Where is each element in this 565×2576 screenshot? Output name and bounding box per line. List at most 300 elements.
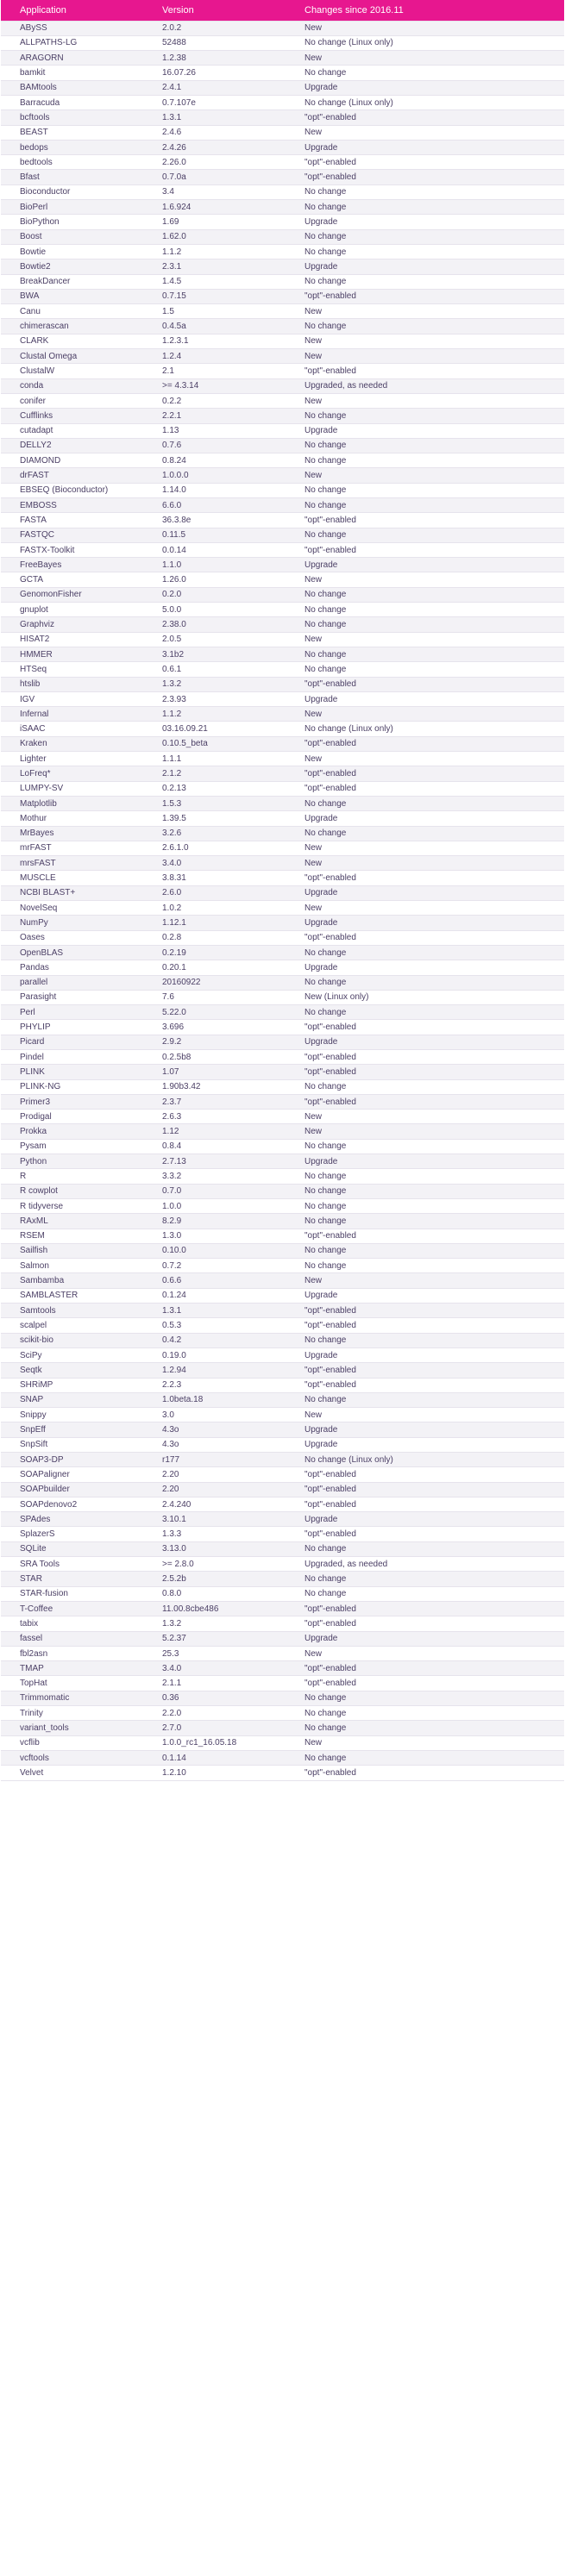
changes-cell: New — [286, 304, 564, 319]
version-cell: 1.1.2 — [143, 244, 286, 259]
changes-cell: No change — [286, 975, 564, 990]
application-cell: NumPy — [1, 916, 143, 930]
application-cell: SOAPaligner — [1, 1467, 143, 1482]
application-cell: vcftools — [1, 1750, 143, 1765]
application-cell: conda — [1, 378, 143, 393]
changes-cell: No change — [286, 603, 564, 617]
version-cell: 0.1.24 — [143, 1288, 286, 1303]
version-cell: 2.1 — [143, 364, 286, 378]
changes-cell: No change — [286, 66, 564, 80]
application-cell: FASTQC — [1, 528, 143, 542]
application-cell: Matplotlib — [1, 796, 143, 810]
application-cell: TopHat — [1, 1676, 143, 1691]
changes-cell: No change — [286, 1392, 564, 1407]
application-cell: Bfast — [1, 170, 143, 184]
application-cell: SOAPbuilder — [1, 1482, 143, 1497]
version-cell: 2.26.0 — [143, 155, 286, 170]
version-cell: 3.1b2 — [143, 647, 286, 661]
table-row — [1, 1646, 564, 1660]
table-row — [1, 1273, 564, 1288]
version-cell: 8.2.9 — [143, 1214, 286, 1229]
table-row — [1, 393, 564, 408]
table-row — [1, 1586, 564, 1601]
application-cell: Lighter — [1, 752, 143, 766]
application-cell: PLINK-NG — [1, 1079, 143, 1094]
application-cell: Mothur — [1, 811, 143, 826]
changes-cell: No change — [286, 1214, 564, 1229]
version-cell: 2.6.0 — [143, 885, 286, 900]
changes-cell: No change — [286, 274, 564, 289]
version-cell: 1.1.0 — [143, 558, 286, 572]
table-row — [1, 483, 564, 497]
changes-cell: No change — [286, 483, 564, 497]
version-cell: 0.8.4 — [143, 1139, 286, 1154]
version-cell: 0.7.2 — [143, 1259, 286, 1273]
table-row — [1, 1676, 564, 1691]
version-cell: 1.3.2 — [143, 1616, 286, 1631]
applications-table — [1, 0, 564, 1781]
table-row — [1, 110, 564, 125]
application-cell: Barracuda — [1, 95, 143, 109]
application-cell: bedops — [1, 140, 143, 154]
changes-cell: New — [286, 1273, 564, 1288]
changes-cell: New — [286, 841, 564, 855]
table-row — [1, 513, 564, 528]
application-cell: SplazerS — [1, 1527, 143, 1541]
changes-cell: New — [286, 334, 564, 348]
table-row — [1, 707, 564, 722]
changes-cell: No change — [286, 1259, 564, 1273]
table-row — [1, 1214, 564, 1229]
table-row — [1, 826, 564, 841]
application-cell: BioPython — [1, 215, 143, 229]
version-cell: 1.5 — [143, 304, 286, 319]
table-row — [1, 542, 564, 557]
version-cell: 3.10.1 — [143, 1512, 286, 1527]
changes-cell: No change — [286, 1079, 564, 1094]
changes-cell: "opt"-enabled — [286, 1497, 564, 1511]
application-cell: Picard — [1, 1035, 143, 1049]
changes-cell: Upgrade — [286, 140, 564, 154]
table-row — [1, 901, 564, 916]
application-cell: Seqtk — [1, 1363, 143, 1378]
changes-cell: No change — [286, 453, 564, 468]
application-cell: STAR — [1, 1572, 143, 1586]
version-cell: 0.2.0 — [143, 587, 286, 602]
changes-cell: Upgrade — [286, 558, 564, 572]
table-row — [1, 66, 564, 80]
version-cell: 1.14.0 — [143, 483, 286, 497]
application-cell: FASTX-Toolkit — [1, 542, 143, 557]
table-row — [1, 1079, 564, 1094]
version-cell: 1.26.0 — [143, 572, 286, 587]
table-row — [1, 438, 564, 453]
changes-cell: "opt"-enabled — [286, 736, 564, 751]
application-cell: Trinity — [1, 1706, 143, 1721]
version-cell: 1.4.5 — [143, 274, 286, 289]
changes-cell: New — [286, 393, 564, 408]
version-cell: 2.2.0 — [143, 1706, 286, 1721]
changes-cell: No change — [286, 617, 564, 632]
changes-cell: No change — [286, 184, 564, 199]
changes-cell: No change — [286, 1333, 564, 1347]
table-row — [1, 1691, 564, 1705]
changes-cell: Upgrade — [286, 1288, 564, 1303]
changes-cell: Upgrade — [286, 1422, 564, 1437]
application-cell: Pindel — [1, 1049, 143, 1064]
application-cell: Cufflinks — [1, 409, 143, 423]
changes-cell: Upgrade — [286, 916, 564, 930]
table-row — [1, 125, 564, 140]
application-cell: SRA Tools — [1, 1557, 143, 1572]
version-cell: 2.4.1 — [143, 80, 286, 95]
table-row — [1, 453, 564, 468]
version-cell: 0.1.14 — [143, 1750, 286, 1765]
table-row — [1, 1035, 564, 1049]
changes-cell: "opt"-enabled — [286, 1527, 564, 1541]
changes-cell: No change (Linux only) — [286, 95, 564, 109]
application-cell: bcftools — [1, 110, 143, 125]
version-cell: 0.19.0 — [143, 1347, 286, 1362]
version-cell: 1.0beta.18 — [143, 1392, 286, 1407]
table-row — [1, 841, 564, 855]
version-cell: 0.2.19 — [143, 945, 286, 960]
table-row — [1, 1616, 564, 1631]
changes-cell: Upgrade — [286, 1437, 564, 1452]
application-cell: DELLY2 — [1, 438, 143, 453]
changes-cell: No change — [286, 1005, 564, 1020]
table-row — [1, 1631, 564, 1646]
version-cell: 0.8.24 — [143, 453, 286, 468]
application-cell: Salmon — [1, 1259, 143, 1273]
version-cell: 7.6 — [143, 990, 286, 1004]
table-row — [1, 1304, 564, 1318]
table-row — [1, 930, 564, 945]
version-cell: 2.6.3 — [143, 1110, 286, 1124]
version-cell: 11.00.8cbe486 — [143, 1601, 286, 1616]
version-cell: 0.36 — [143, 1691, 286, 1705]
table-row — [1, 916, 564, 930]
changes-cell: No change — [286, 587, 564, 602]
changes-cell: "opt"-enabled — [286, 1616, 564, 1631]
changes-cell: New — [286, 707, 564, 722]
application-cell: MUSCLE — [1, 871, 143, 885]
table-row — [1, 1154, 564, 1169]
changes-cell: Upgrade — [286, 691, 564, 706]
application-cell: gnuplot — [1, 603, 143, 617]
table-row — [1, 498, 564, 513]
version-cell: 0.7.6 — [143, 438, 286, 453]
version-cell: 2.20 — [143, 1482, 286, 1497]
version-cell: >= 4.3.14 — [143, 378, 286, 393]
application-cell: RSEM — [1, 1229, 143, 1243]
table-row — [1, 722, 564, 736]
application-cell: EBSEQ (Bioconductor) — [1, 483, 143, 497]
version-cell: 3.696 — [143, 1020, 286, 1035]
version-cell: 4.3o — [143, 1437, 286, 1452]
changes-cell: Upgrade — [286, 1347, 564, 1362]
version-cell: 1.1.2 — [143, 707, 286, 722]
table-row — [1, 1318, 564, 1333]
application-cell: HTSeq — [1, 662, 143, 677]
changes-cell: No change — [286, 1691, 564, 1705]
version-cell: 1.2.10 — [143, 1766, 286, 1780]
changes-cell: No change (Linux only) — [286, 35, 564, 50]
application-cell: SHRiMP — [1, 1378, 143, 1392]
changes-cell: New — [286, 1408, 564, 1422]
application-cell: Oases — [1, 930, 143, 945]
application-cell: SAMBLASTER — [1, 1288, 143, 1303]
version-cell: 4.3o — [143, 1422, 286, 1437]
version-cell: 5.22.0 — [143, 1005, 286, 1020]
changes-cell: "opt"-enabled — [286, 1482, 564, 1497]
version-cell: 1.0.0_rc1_16.05.18 — [143, 1735, 286, 1750]
changes-cell: No change — [286, 1750, 564, 1765]
version-cell: >= 2.8.0 — [143, 1557, 286, 1572]
changes-cell: "opt"-enabled — [286, 155, 564, 170]
table-row — [1, 170, 564, 184]
application-cell: CLARK — [1, 334, 143, 348]
changes-cell: "opt"-enabled — [286, 1661, 564, 1676]
version-cell: 1.3.3 — [143, 1527, 286, 1541]
application-cell: BWA — [1, 289, 143, 303]
changes-cell: New — [286, 856, 564, 871]
application-cell: DIAMOND — [1, 453, 143, 468]
version-cell: 1.6.924 — [143, 200, 286, 215]
application-cell: chimerascan — [1, 319, 143, 334]
changes-cell: "opt"-enabled — [286, 289, 564, 303]
version-cell: 2.38.0 — [143, 617, 286, 632]
version-cell: 5.0.0 — [143, 603, 286, 617]
application-cell: SNAP — [1, 1392, 143, 1407]
version-cell: 0.2.13 — [143, 781, 286, 796]
version-cell: 25.3 — [143, 1646, 286, 1660]
changes-cell: No change — [286, 319, 564, 334]
table-row — [1, 1422, 564, 1437]
table-row — [1, 378, 564, 393]
version-cell: 3.4.0 — [143, 1661, 286, 1676]
changes-cell: "opt"-enabled — [286, 110, 564, 125]
table-row — [1, 781, 564, 796]
table-row — [1, 1750, 564, 1765]
table-row — [1, 1065, 564, 1079]
version-cell: 0.10.5_beta — [143, 736, 286, 751]
changes-cell: No change — [286, 200, 564, 215]
changes-cell: New — [286, 51, 564, 66]
application-cell: fassel — [1, 1631, 143, 1646]
application-cell: Snippy — [1, 1408, 143, 1422]
table-row — [1, 811, 564, 826]
table-row — [1, 558, 564, 572]
version-cell: 1.07 — [143, 1065, 286, 1079]
version-cell: 2.1.1 — [143, 1676, 286, 1691]
version-cell: 16.07.26 — [143, 66, 286, 80]
application-cell: FreeBayes — [1, 558, 143, 572]
changes-cell: No change — [286, 1184, 564, 1198]
changes-cell: No change — [286, 796, 564, 810]
column-header-changes: Changes since 2016.11 — [304, 4, 404, 16]
table-row — [1, 1527, 564, 1541]
version-cell: 1.2.3.1 — [143, 334, 286, 348]
table-row — [1, 21, 564, 35]
table-row — [1, 1392, 564, 1407]
version-cell: 1.2.94 — [143, 1363, 286, 1378]
table-row — [1, 617, 564, 632]
application-cell: Graphviz — [1, 617, 143, 632]
changes-cell: New — [286, 21, 564, 35]
changes-cell: Upgrade — [286, 1631, 564, 1646]
application-cell: cutadapt — [1, 423, 143, 438]
changes-cell: "opt"-enabled — [286, 930, 564, 945]
table-row — [1, 1467, 564, 1482]
table-row — [1, 990, 564, 1004]
changes-cell: Upgrade — [286, 1512, 564, 1527]
application-cell: PHYLIP — [1, 1020, 143, 1035]
table-row — [1, 647, 564, 661]
application-cell: GCTA — [1, 572, 143, 587]
version-cell: 0.11.5 — [143, 528, 286, 542]
version-cell: 1.2.4 — [143, 349, 286, 364]
table-row — [1, 945, 564, 960]
application-cell: MrBayes — [1, 826, 143, 841]
changes-cell: Upgrade — [286, 1154, 564, 1169]
changes-cell: "opt"-enabled — [286, 1363, 564, 1378]
header-row — [1, 0, 564, 21]
changes-cell: "opt"-enabled — [286, 170, 564, 184]
table-row — [1, 1378, 564, 1392]
changes-cell: New — [286, 752, 564, 766]
version-cell: 1.3.1 — [143, 1304, 286, 1318]
application-cell: mrsFAST — [1, 856, 143, 871]
changes-cell: "opt"-enabled — [286, 1766, 564, 1780]
table-row — [1, 1288, 564, 1303]
changes-cell: New — [286, 1110, 564, 1124]
application-cell: BAMtools — [1, 80, 143, 95]
application-cell: Parasight — [1, 990, 143, 1004]
changes-cell: "opt"-enabled — [286, 871, 564, 885]
application-cell: NovelSeq — [1, 901, 143, 916]
version-cell: 2.2.3 — [143, 1378, 286, 1392]
version-cell: 1.0.2 — [143, 901, 286, 916]
version-cell: 2.9.2 — [143, 1035, 286, 1049]
changes-cell: No change — [286, 244, 564, 259]
column-header-version: Version — [162, 4, 194, 16]
changes-cell: New — [286, 125, 564, 140]
changes-cell: No change — [286, 1198, 564, 1213]
changes-cell: Upgrade — [286, 885, 564, 900]
version-cell: 2.7.0 — [143, 1721, 286, 1735]
version-cell: 0.2.5b8 — [143, 1049, 286, 1064]
changes-cell: "opt"-enabled — [286, 1020, 564, 1035]
application-cell: NCBI BLAST+ — [1, 885, 143, 900]
changes-cell: No change — [286, 1586, 564, 1601]
changes-cell: No change (Linux only) — [286, 722, 564, 736]
application-cell: Velvet — [1, 1766, 143, 1780]
table-row — [1, 1497, 564, 1511]
version-cell: 3.0 — [143, 1408, 286, 1422]
version-cell: 2.3.1 — [143, 259, 286, 274]
application-cell: fbl2asn — [1, 1646, 143, 1660]
changes-cell: "opt"-enabled — [286, 677, 564, 691]
changes-cell: No change — [286, 1721, 564, 1735]
table-row — [1, 960, 564, 975]
application-cell: R cowplot — [1, 1184, 143, 1198]
table-row — [1, 1482, 564, 1497]
changes-cell: No change — [286, 409, 564, 423]
application-cell: HMMER — [1, 647, 143, 661]
version-cell: 3.2.6 — [143, 826, 286, 841]
table-row — [1, 1169, 564, 1184]
table-row — [1, 885, 564, 900]
application-cell: BEAST — [1, 125, 143, 140]
version-cell: 0.4.2 — [143, 1333, 286, 1347]
version-cell: 1.12 — [143, 1124, 286, 1139]
application-cell: Primer3 — [1, 1094, 143, 1109]
changes-cell: No change — [286, 528, 564, 542]
version-cell: 1.39.5 — [143, 811, 286, 826]
table-row — [1, 1661, 564, 1676]
application-cell: Sailfish — [1, 1243, 143, 1258]
table-row — [1, 35, 564, 50]
application-cell: Infernal — [1, 707, 143, 722]
application-cell: RAxML — [1, 1214, 143, 1229]
version-cell: 2.5.2b — [143, 1572, 286, 1586]
changes-cell: "opt"-enabled — [286, 1676, 564, 1691]
application-cell: HISAT2 — [1, 632, 143, 647]
table-row — [1, 752, 564, 766]
table-row — [1, 304, 564, 319]
table-row — [1, 259, 564, 274]
changes-cell: "opt"-enabled — [286, 1304, 564, 1318]
changes-cell: New — [286, 1124, 564, 1139]
version-cell: 0.2.8 — [143, 930, 286, 945]
changes-cell: No change — [286, 438, 564, 453]
application-cell: R tidyverse — [1, 1198, 143, 1213]
table-row — [1, 200, 564, 215]
application-cell: SnpSift — [1, 1437, 143, 1452]
table-row — [1, 677, 564, 691]
version-cell: 2.4.26 — [143, 140, 286, 154]
changes-cell: No change — [286, 1541, 564, 1556]
table-row — [1, 871, 564, 885]
changes-cell: "opt"-enabled — [286, 1094, 564, 1109]
version-cell: 0.8.0 — [143, 1586, 286, 1601]
application-cell: Samtools — [1, 1304, 143, 1318]
application-cell: htslib — [1, 677, 143, 691]
table-row — [1, 1124, 564, 1139]
table-row — [1, 1110, 564, 1124]
changes-cell: "opt"-enabled — [286, 542, 564, 557]
version-cell: 0.10.0 — [143, 1243, 286, 1258]
table-row — [1, 95, 564, 109]
application-cell: bedtools — [1, 155, 143, 170]
version-cell: 3.8.31 — [143, 871, 286, 885]
version-cell: 1.62.0 — [143, 229, 286, 244]
application-cell: ALLPATHS-LG — [1, 35, 143, 50]
table-row — [1, 1512, 564, 1527]
changes-cell: "opt"-enabled — [286, 513, 564, 528]
table-row — [1, 662, 564, 677]
application-cell: EMBOSS — [1, 498, 143, 513]
table-row — [1, 1229, 564, 1243]
table-row — [1, 80, 564, 95]
application-cell: Pysam — [1, 1139, 143, 1154]
table-row — [1, 1259, 564, 1273]
table-row — [1, 409, 564, 423]
changes-cell: New — [286, 1735, 564, 1750]
application-cell: Clustal Omega — [1, 349, 143, 364]
table-row — [1, 603, 564, 617]
